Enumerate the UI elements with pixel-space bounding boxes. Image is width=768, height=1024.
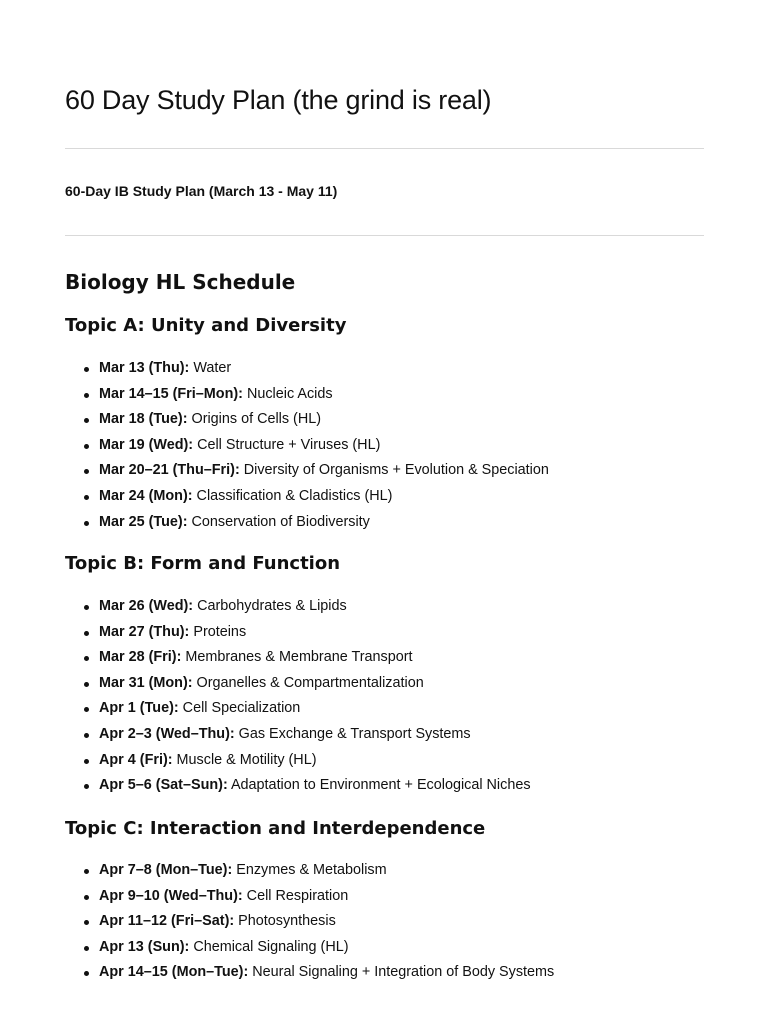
list-item — [65, 773, 531, 799]
section-heading-biology-hl: Biology HL Schedule — [65, 270, 296, 294]
item-date: Mar 28 (Fri): — [99, 649, 182, 666]
item-date: Apr 11–12 (Fri–Sat): — [99, 913, 235, 930]
list-item — [65, 909, 554, 935]
list-item — [65, 382, 549, 408]
item-topic: Carbohydrates & Lipids — [193, 598, 347, 614]
topic-a-list — [65, 356, 549, 535]
item-date: Apr 1 (Tue): — [99, 700, 179, 717]
topic-b-list — [65, 594, 531, 799]
item-topic: Cell Specialization — [178, 700, 301, 717]
list-item — [65, 356, 549, 382]
list-item — [65, 484, 549, 510]
list-item — [65, 748, 531, 774]
list-item — [65, 960, 554, 986]
item-date: Apr 4 (Fri): — [99, 751, 173, 768]
item-date: Mar 18 (Tue): — [99, 411, 188, 428]
item-date: Mar 27 (Thu): — [99, 623, 190, 640]
list-item — [65, 858, 554, 884]
item-date: Apr 2–3 (Wed–Thu): — [99, 725, 235, 742]
item-topic: Gas Exchange & Transport Systems — [234, 725, 471, 742]
item-topic: Origins of Cells (HL) — [187, 411, 322, 428]
item-date: Apr 13 (Sun): — [99, 938, 190, 955]
item-topic: Enzymes & Metabolism — [232, 862, 387, 878]
item-topic: Organelles & Compartmentalization — [192, 674, 424, 691]
list-item — [65, 645, 531, 671]
item-topic: Photosynthesis — [234, 913, 336, 930]
item-topic: Proteins — [189, 623, 247, 640]
item-topic: Membranes & Membrane Transport — [181, 649, 413, 666]
item-date: Mar 24 (Mon): — [99, 487, 193, 504]
list-item — [65, 722, 531, 748]
item-date: Mar 14–15 (Fri–Mon): — [99, 385, 243, 402]
item-topic: Water — [189, 360, 232, 376]
item-date: Apr 9–10 (Wed–Thu): — [99, 887, 243, 904]
topic-b-heading: Topic B: Form and Function — [65, 553, 341, 574]
list-item — [65, 671, 531, 697]
item-topic: Neural Signaling + Integration of Body Systems — [248, 964, 555, 981]
list-item — [65, 884, 554, 910]
item-topic: Cell Structure + Viruses (HL) — [193, 436, 381, 453]
list-item — [65, 407, 549, 433]
item-date: Mar 19 (Wed): — [99, 436, 194, 453]
list-item — [65, 935, 554, 961]
list-item — [65, 433, 549, 459]
topic-c-list — [65, 858, 554, 986]
item-date: Mar 26 (Wed): — [99, 598, 194, 614]
item-topic: Classification & Cladistics (HL) — [192, 487, 393, 504]
item-date: Mar 31 (Mon): — [99, 674, 193, 691]
divider — [65, 235, 704, 236]
item-topic: Diversity of Organisms + Evolution & Speciation — [239, 462, 549, 479]
list-item — [65, 594, 531, 620]
list-item — [65, 510, 549, 536]
divider — [65, 148, 704, 149]
item-date: Apr 7–8 (Mon–Tue): — [99, 862, 233, 878]
item-topic: Conservation of Biodiversity — [187, 513, 370, 530]
list-item — [65, 620, 531, 646]
plan-subtitle: 60-Day IB Study Plan (March 13 - May 11) — [65, 183, 338, 199]
item-topic: Muscle & Motility (HL) — [172, 751, 317, 768]
topic-c-heading: Topic C: Interaction and Interdependence — [65, 818, 486, 839]
item-topic: Adaptation to Environment + Ecological Niches — [227, 777, 531, 794]
item-date: Mar 20–21 (Thu–Fri): — [99, 462, 240, 479]
item-date: Mar 13 (Thu): — [99, 360, 190, 376]
item-date: Mar 25 (Tue): — [99, 513, 188, 530]
item-topic: Chemical Signaling (HL) — [189, 938, 349, 955]
item-topic: Nucleic Acids — [242, 385, 333, 402]
item-date: Apr 5–6 (Sat–Sun): — [99, 777, 228, 794]
item-topic: Cell Respiration — [242, 887, 349, 904]
list-item — [65, 696, 531, 722]
item-date: Apr 14–15 (Mon–Tue): — [99, 964, 249, 981]
list-item — [65, 458, 549, 484]
page-title: 60 Day Study Plan (the grind is real) — [65, 85, 492, 115]
topic-a-heading: Topic A: Unity and Diversity — [65, 315, 347, 336]
